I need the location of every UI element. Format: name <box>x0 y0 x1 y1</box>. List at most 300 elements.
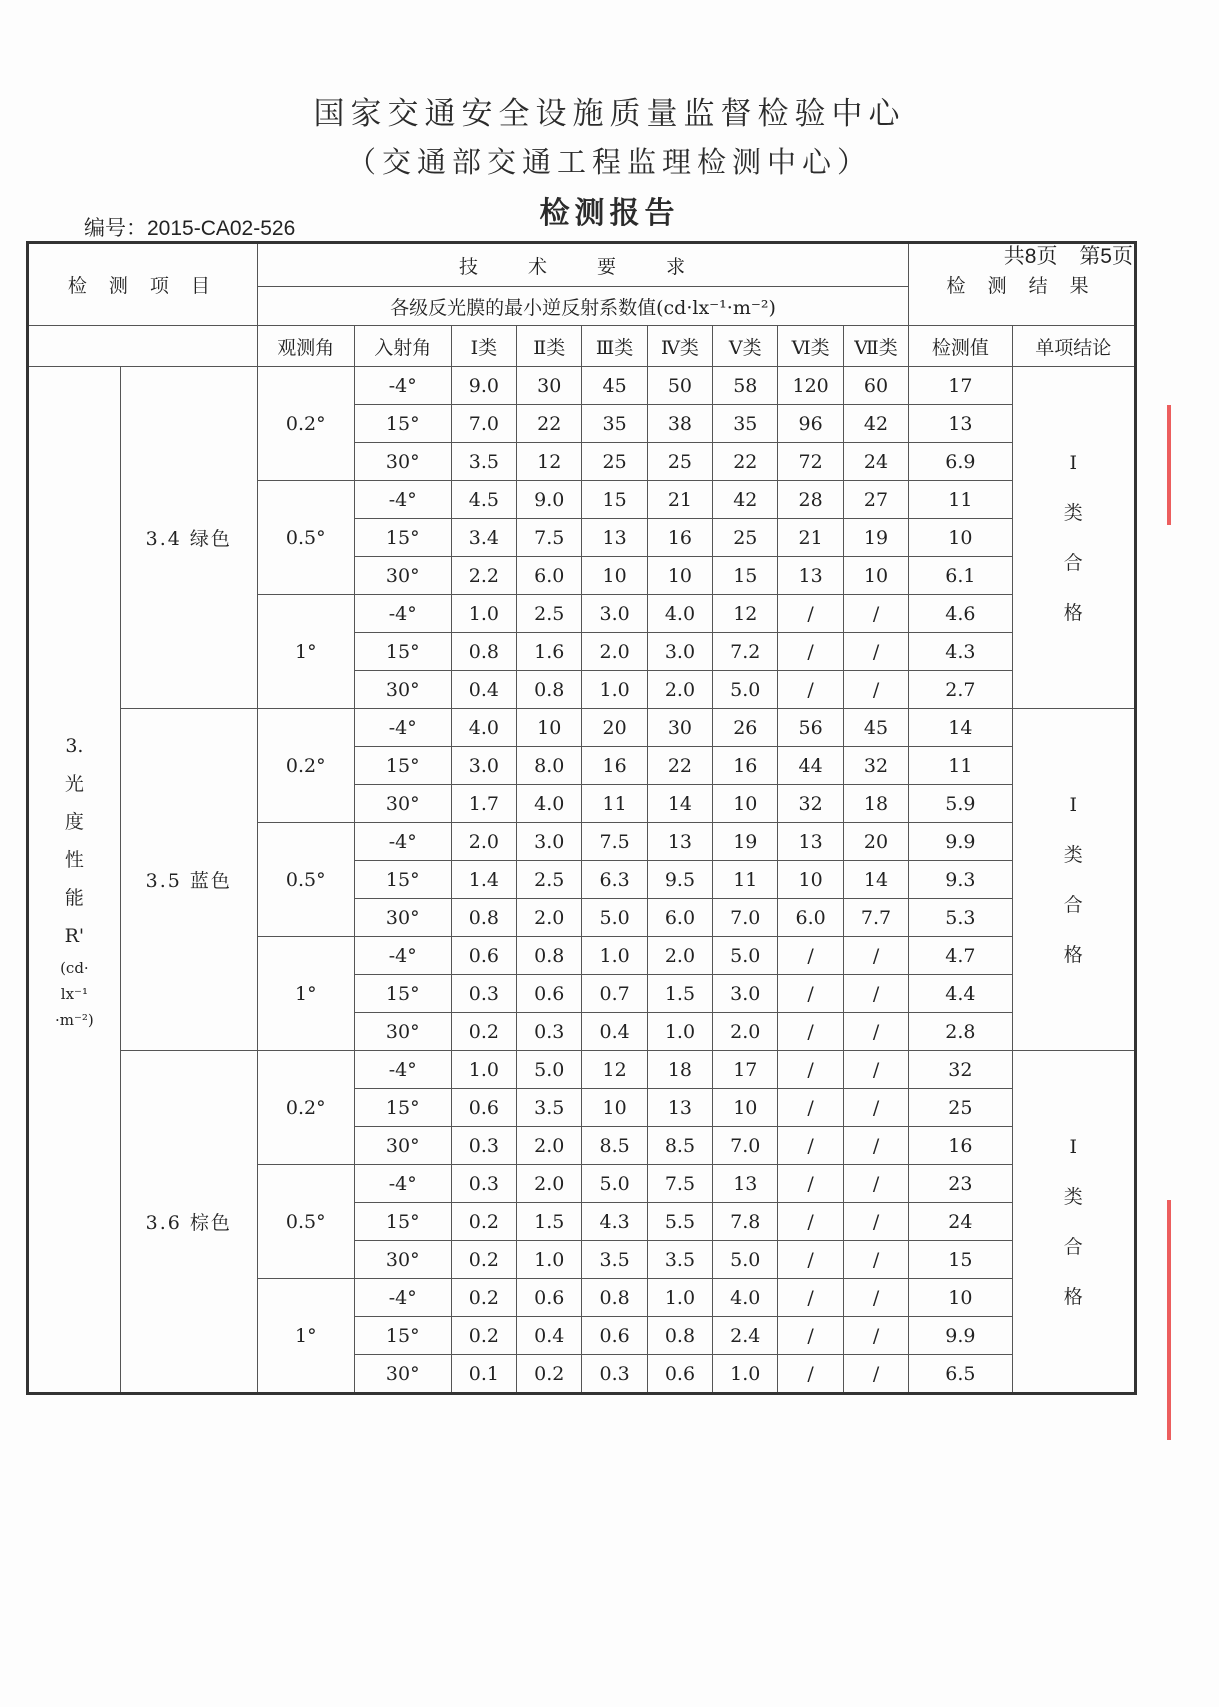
requirement-value: 35 <box>713 405 778 443</box>
requirement-value: / <box>843 671 908 709</box>
requirement-value: 13 <box>647 1089 712 1127</box>
conclusion-char: 类 <box>1063 843 1083 866</box>
requirement-value: 15 <box>713 557 778 595</box>
requirement-value: 16 <box>713 747 778 785</box>
requirement-value: / <box>843 1241 908 1279</box>
requirement-value: 3.0 <box>582 595 647 633</box>
requirement-value: 3.0 <box>647 633 712 671</box>
incidence-angle: 30° <box>354 671 451 709</box>
requirement-value: / <box>778 937 843 975</box>
incidence-angle: -4° <box>354 595 451 633</box>
measured-value: 6.5 <box>909 1355 1012 1394</box>
requirement-value: 7.2 <box>713 633 778 671</box>
observation-angle: 1° <box>257 595 354 709</box>
section-label <box>28 367 121 1394</box>
requirement-value: / <box>843 1051 908 1089</box>
requirement-value: 2.2 <box>451 557 516 595</box>
requirement-value: 5.0 <box>713 671 778 709</box>
requirement-value: 32 <box>843 747 908 785</box>
requirement-value: 22 <box>647 747 712 785</box>
requirement-value: 0.4 <box>451 671 516 709</box>
measured-value: 4.4 <box>909 975 1012 1013</box>
requirement-value: 7.7 <box>843 899 908 937</box>
requirement-value: 10 <box>778 861 843 899</box>
measured-value: 11 <box>909 481 1012 519</box>
requirement-value: 2.0 <box>647 671 712 709</box>
requirement-value: 0.7 <box>582 975 647 1013</box>
requirement-value: 22 <box>713 443 778 481</box>
requirement-value: 5.0 <box>582 899 647 937</box>
requirement-value: 4.3 <box>582 1203 647 1241</box>
red-seal-mark <box>1167 405 1219 525</box>
requirement-value: / <box>778 1127 843 1165</box>
report-number: 编号：2015-CA02-526 <box>84 217 296 240</box>
measured-value: 10 <box>909 1279 1012 1317</box>
requirement-value: / <box>843 1165 908 1203</box>
measured-value: 25 <box>909 1089 1012 1127</box>
incidence-angle: 30° <box>354 1127 451 1165</box>
measured-value: 6.9 <box>909 443 1012 481</box>
section-char: 能 <box>64 886 84 909</box>
incidence-angle: 30° <box>354 1241 451 1279</box>
item-conclusion <box>1012 709 1135 1051</box>
requirement-value: / <box>843 937 908 975</box>
requirement-value: 5.0 <box>713 937 778 975</box>
requirement-value: 2.0 <box>451 823 516 861</box>
requirement-value: / <box>778 1089 843 1127</box>
requirement-value: 19 <box>713 823 778 861</box>
requirement-value: 30 <box>517 367 582 405</box>
requirement-value: 1.0 <box>451 595 516 633</box>
sub-header-cell: Ⅴ类 <box>713 326 778 367</box>
color-group-label: 3.4 绿色 <box>120 367 257 709</box>
requirement-value: 13 <box>778 823 843 861</box>
requirement-value: 0.6 <box>517 1279 582 1317</box>
requirement-value: / <box>778 633 843 671</box>
requirement-value: / <box>778 1165 843 1203</box>
requirement-value: 120 <box>778 367 843 405</box>
requirement-value: 0.8 <box>451 633 516 671</box>
requirement-value: 0.2 <box>517 1355 582 1394</box>
col-header-item: 检 测 项 目 <box>28 243 258 326</box>
inspection-table <box>26 241 1137 1395</box>
conclusion-char: Ⅰ <box>1069 451 1078 474</box>
requirement-value: 2.0 <box>582 633 647 671</box>
incidence-angle: -4° <box>354 823 451 861</box>
requirement-value: 45 <box>582 367 647 405</box>
requirement-value: 13 <box>582 519 647 557</box>
incidence-angle: 15° <box>354 747 451 785</box>
conclusion-char: 格 <box>1063 601 1083 624</box>
requirement-value: 6.0 <box>647 899 712 937</box>
requirement-value: 22 <box>517 405 582 443</box>
requirement-value: 4.0 <box>713 1279 778 1317</box>
measured-value: 15 <box>909 1241 1012 1279</box>
sub-header-cell: Ⅰ类 <box>451 326 516 367</box>
measured-value: 17 <box>909 367 1012 405</box>
incidence-angle: 30° <box>354 1013 451 1051</box>
requirement-value: 7.5 <box>517 519 582 557</box>
requirement-value: 6.0 <box>778 899 843 937</box>
requirement-value: 16 <box>582 747 647 785</box>
pages-total: 共8页 <box>1003 245 1058 268</box>
requirement-value: 0.8 <box>451 899 516 937</box>
requirement-value: 7.5 <box>582 823 647 861</box>
requirement-value: / <box>843 633 908 671</box>
requirement-value: 0.6 <box>451 1089 516 1127</box>
requirement-value: 2.4 <box>713 1317 778 1355</box>
requirement-value: 17 <box>713 1051 778 1089</box>
requirement-value: 0.1 <box>451 1355 516 1394</box>
requirement-value: 9.0 <box>517 481 582 519</box>
color-group-label: 3.5 蓝色 <box>120 709 257 1051</box>
requirement-value: / <box>843 1317 908 1355</box>
requirement-value: 24 <box>843 443 908 481</box>
requirement-value: 3.5 <box>582 1241 647 1279</box>
sub-header-cell: 检测值 <box>909 326 1012 367</box>
requirement-value: 16 <box>647 519 712 557</box>
section-unit: ·m⁻²) <box>54 1010 94 1029</box>
requirement-value: 50 <box>647 367 712 405</box>
requirement-value: 1.0 <box>451 1051 516 1089</box>
requirement-value: 13 <box>713 1165 778 1203</box>
measured-value: 32 <box>909 1051 1012 1089</box>
requirement-value: 0.4 <box>582 1013 647 1051</box>
observation-angle: 1° <box>257 937 354 1051</box>
requirement-value: 9.5 <box>647 861 712 899</box>
measured-value: 16 <box>909 1127 1012 1165</box>
section-unit: (cd· <box>60 958 89 977</box>
requirement-value: 2.0 <box>517 1127 582 1165</box>
measured-value: 2.7 <box>909 671 1012 709</box>
requirement-value: 45 <box>843 709 908 747</box>
requirement-value: 10 <box>713 1089 778 1127</box>
requirement-value: 5.0 <box>713 1241 778 1279</box>
requirement-value: 21 <box>647 481 712 519</box>
requirement-value: 0.6 <box>582 1317 647 1355</box>
requirement-value: / <box>778 1051 843 1089</box>
requirement-value: 11 <box>713 861 778 899</box>
requirement-value: / <box>778 1317 843 1355</box>
observation-angle: 0.5° <box>257 823 354 937</box>
requirement-value: 18 <box>647 1051 712 1089</box>
requirement-value: 27 <box>843 481 908 519</box>
requirement-value: / <box>843 1279 908 1317</box>
incidence-angle: -4° <box>354 1279 451 1317</box>
incidence-angle: -4° <box>354 709 451 747</box>
measured-value: 9.9 <box>909 823 1012 861</box>
observation-angle: 0.5° <box>257 1165 354 1279</box>
measured-value: 14 <box>909 709 1012 747</box>
requirement-value: / <box>843 975 908 1013</box>
requirement-value: 10 <box>843 557 908 595</box>
requirement-value: 0.2 <box>451 1279 516 1317</box>
color-group-label: 3.6 棕色 <box>120 1051 257 1394</box>
measured-value: 2.8 <box>909 1013 1012 1051</box>
observation-angle: 0.2° <box>257 709 354 823</box>
measured-value: 4.6 <box>909 595 1012 633</box>
requirement-value: 0.6 <box>647 1355 712 1394</box>
incidence-angle: 15° <box>354 405 451 443</box>
incidence-angle: 15° <box>354 519 451 557</box>
requirement-value: 0.3 <box>451 1165 516 1203</box>
requirement-value: 18 <box>843 785 908 823</box>
requirement-value: / <box>778 1203 843 1241</box>
requirement-value: 1.4 <box>451 861 516 899</box>
requirement-value: 10 <box>647 557 712 595</box>
observation-angle: 0.5° <box>257 481 354 595</box>
org-title: 国家交通安全设施质量监督检验中心 <box>313 96 906 132</box>
requirement-value: 6.0 <box>517 557 582 595</box>
requirement-value: 2.5 <box>517 595 582 633</box>
requirement-value: 0.2 <box>451 1317 516 1355</box>
col-header-requirement: 技 术 要 求 <box>257 243 908 287</box>
requirement-value: 11 <box>582 785 647 823</box>
requirement-value: 8.5 <box>647 1127 712 1165</box>
requirement-value: 7.8 <box>713 1203 778 1241</box>
requirement-value: 10 <box>517 709 582 747</box>
requirement-value: 13 <box>647 823 712 861</box>
requirement-value: 1.0 <box>582 671 647 709</box>
sub-header-cell: Ⅵ类 <box>778 326 843 367</box>
requirement-value: 3.4 <box>451 519 516 557</box>
incidence-angle: -4° <box>354 1165 451 1203</box>
conclusion-char: Ⅰ <box>1069 1135 1078 1158</box>
conclusion-char: 格 <box>1063 943 1083 966</box>
requirement-value: 1.5 <box>517 1203 582 1241</box>
observation-angle: 0.2° <box>257 1051 354 1165</box>
requirement-value: 3.0 <box>451 747 516 785</box>
requirement-value: / <box>843 1089 908 1127</box>
requirement-value: / <box>778 975 843 1013</box>
requirement-value: 60 <box>843 367 908 405</box>
requirement-value: 0.3 <box>582 1355 647 1394</box>
measured-value: 5.3 <box>909 899 1012 937</box>
measured-value: 9.9 <box>909 1317 1012 1355</box>
incidence-angle: -4° <box>354 1051 451 1089</box>
incidence-angle: -4° <box>354 937 451 975</box>
requirement-value: / <box>843 1355 908 1394</box>
requirement-value: 20 <box>843 823 908 861</box>
page-current: 第5页 <box>1079 245 1133 268</box>
requirement-value: 44 <box>778 747 843 785</box>
requirement-value: 32 <box>778 785 843 823</box>
incidence-angle: 30° <box>354 443 451 481</box>
incidence-angle: 15° <box>354 1203 451 1241</box>
requirement-value: 1.0 <box>647 1013 712 1051</box>
sub-header-cell: Ⅲ类 <box>582 326 647 367</box>
conclusion-char: Ⅰ <box>1069 793 1078 816</box>
requirement-value: 10 <box>582 557 647 595</box>
requirement-value: / <box>843 595 908 633</box>
report-title: 检测报告 <box>539 196 680 231</box>
requirement-value: 1.7 <box>451 785 516 823</box>
conclusion-char: 类 <box>1063 1185 1083 1208</box>
table-row <box>28 367 1136 405</box>
conclusion-char: 合 <box>1063 551 1083 574</box>
requirement-value: 1.5 <box>647 975 712 1013</box>
requirement-value: 15 <box>582 481 647 519</box>
requirement-value: 14 <box>843 861 908 899</box>
sub-header-cell: Ⅶ类 <box>843 326 908 367</box>
requirement-value: 19 <box>843 519 908 557</box>
table-row <box>28 709 1136 747</box>
requirement-value: 21 <box>778 519 843 557</box>
requirement-value: 56 <box>778 709 843 747</box>
requirement-value: 6.3 <box>582 861 647 899</box>
requirement-value: 10 <box>582 1089 647 1127</box>
requirement-value: 30 <box>647 709 712 747</box>
requirement-value: 4.0 <box>517 785 582 823</box>
requirement-value: 0.2 <box>451 1241 516 1279</box>
measured-value: 4.3 <box>909 633 1012 671</box>
requirement-value: 5.5 <box>647 1203 712 1241</box>
incidence-angle: 15° <box>354 633 451 671</box>
col-header-result: 检 测 结 果 <box>909 243 1136 326</box>
requirement-value: 0.6 <box>451 937 516 975</box>
requirement-value: 1.6 <box>517 633 582 671</box>
measured-value: 6.1 <box>909 557 1012 595</box>
requirement-value: 5.0 <box>517 1051 582 1089</box>
requirement-value: 0.3 <box>517 1013 582 1051</box>
requirement-value: 72 <box>778 443 843 481</box>
requirement-value: 0.8 <box>647 1317 712 1355</box>
col-header-blank <box>28 326 258 367</box>
requirement-value: 3.0 <box>517 823 582 861</box>
requirement-value: 5.0 <box>582 1165 647 1203</box>
requirement-value: 1.0 <box>647 1279 712 1317</box>
item-conclusion <box>1012 1051 1135 1394</box>
incidence-angle: 15° <box>354 1089 451 1127</box>
requirement-value: 13 <box>778 557 843 595</box>
section-char: 性 <box>64 848 84 871</box>
requirement-value: 4.0 <box>451 709 516 747</box>
sub-header-cell: 单项结论 <box>1012 326 1135 367</box>
conclusion-char: 合 <box>1063 1235 1083 1258</box>
requirement-value: / <box>778 595 843 633</box>
requirement-value: 3.5 <box>451 443 516 481</box>
requirement-value: 10 <box>713 785 778 823</box>
requirement-value: 9.0 <box>451 367 516 405</box>
requirement-value: 0.6 <box>517 975 582 1013</box>
requirement-value: 25 <box>647 443 712 481</box>
requirement-value: 42 <box>843 405 908 443</box>
section-char: 度 <box>64 810 84 833</box>
requirement-value: 14 <box>647 785 712 823</box>
section-unit: lx⁻¹ <box>60 984 88 1003</box>
requirement-value: 4.5 <box>451 481 516 519</box>
conclusion-char: 类 <box>1063 501 1083 524</box>
requirement-value: 2.0 <box>713 1013 778 1051</box>
sub-header-cell: 入射角 <box>354 326 451 367</box>
incidence-angle: 30° <box>354 899 451 937</box>
measured-value: 9.3 <box>909 861 1012 899</box>
measured-value: 10 <box>909 519 1012 557</box>
measured-value: 4.7 <box>909 937 1012 975</box>
requirement-value: 12 <box>517 443 582 481</box>
requirement-value: 58 <box>713 367 778 405</box>
incidence-angle: 15° <box>354 861 451 899</box>
requirement-value: 0.3 <box>451 975 516 1013</box>
requirement-value: / <box>778 1241 843 1279</box>
col-header-requirement-sub: 各级反光膜的最小逆反射系数值(cd·lx⁻¹·m⁻²) <box>257 287 908 326</box>
observation-angle: 0.2° <box>257 367 354 481</box>
measured-value: 13 <box>909 405 1012 443</box>
requirement-value: 3.0 <box>713 975 778 1013</box>
requirement-value: / <box>843 1203 908 1241</box>
requirement-value: 7.0 <box>451 405 516 443</box>
requirement-value: 96 <box>778 405 843 443</box>
requirement-value: 12 <box>582 1051 647 1089</box>
measured-value: 5.9 <box>909 785 1012 823</box>
red-seal-mark <box>1167 1200 1219 1440</box>
requirement-value: 0.8 <box>582 1279 647 1317</box>
requirement-value: 20 <box>582 709 647 747</box>
table-row <box>28 1051 1136 1089</box>
requirement-value: 0.3 <box>451 1127 516 1165</box>
section-char: 3. <box>65 734 84 757</box>
incidence-angle: 15° <box>354 1317 451 1355</box>
sub-header-cell: Ⅳ类 <box>647 326 712 367</box>
sub-header-cell: Ⅱ类 <box>517 326 582 367</box>
requirement-value: 4.0 <box>647 595 712 633</box>
requirement-value: 8.5 <box>582 1127 647 1165</box>
requirement-value: 0.8 <box>517 937 582 975</box>
requirement-value: 12 <box>713 595 778 633</box>
requirement-value: 7.0 <box>713 899 778 937</box>
requirement-value: 7.5 <box>647 1165 712 1203</box>
requirement-value: / <box>778 1279 843 1317</box>
requirement-value: 0.4 <box>517 1317 582 1355</box>
observation-angle: 1° <box>257 1279 354 1394</box>
requirement-value: 2.0 <box>517 1165 582 1203</box>
conclusion-char: 格 <box>1063 1285 1083 1308</box>
requirement-value: 3.5 <box>517 1089 582 1127</box>
requirement-value: / <box>778 1013 843 1051</box>
requirement-value: 2.5 <box>517 861 582 899</box>
requirement-value: 0.2 <box>451 1203 516 1241</box>
requirement-value: 7.0 <box>713 1127 778 1165</box>
requirement-value: 28 <box>778 481 843 519</box>
org-subtitle: （交通部交通工程监理检测中心） <box>346 145 872 179</box>
incidence-angle: 30° <box>354 1355 451 1394</box>
section-char: R' <box>64 924 85 947</box>
requirement-value: 3.5 <box>647 1241 712 1279</box>
requirement-value: 42 <box>713 481 778 519</box>
requirement-value: 0.8 <box>517 671 582 709</box>
sub-header-cell: 观测角 <box>257 326 354 367</box>
requirement-value: 38 <box>647 405 712 443</box>
conclusion-char: 合 <box>1063 893 1083 916</box>
item-conclusion <box>1012 367 1135 709</box>
requirement-value: 26 <box>713 709 778 747</box>
requirement-value: 1.0 <box>713 1355 778 1394</box>
requirement-value: 2.0 <box>647 937 712 975</box>
requirement-value: 1.0 <box>517 1241 582 1279</box>
requirement-value: 25 <box>582 443 647 481</box>
incidence-angle: 30° <box>354 785 451 823</box>
requirement-value: 0.2 <box>451 1013 516 1051</box>
requirement-value: 2.0 <box>517 899 582 937</box>
incidence-angle: 15° <box>354 975 451 1013</box>
requirement-value: / <box>778 671 843 709</box>
measured-value: 24 <box>909 1203 1012 1241</box>
requirement-value: 1.0 <box>582 937 647 975</box>
requirement-value: / <box>843 1013 908 1051</box>
section-char: 光 <box>64 772 84 795</box>
incidence-angle: -4° <box>354 481 451 519</box>
requirement-value: 25 <box>713 519 778 557</box>
